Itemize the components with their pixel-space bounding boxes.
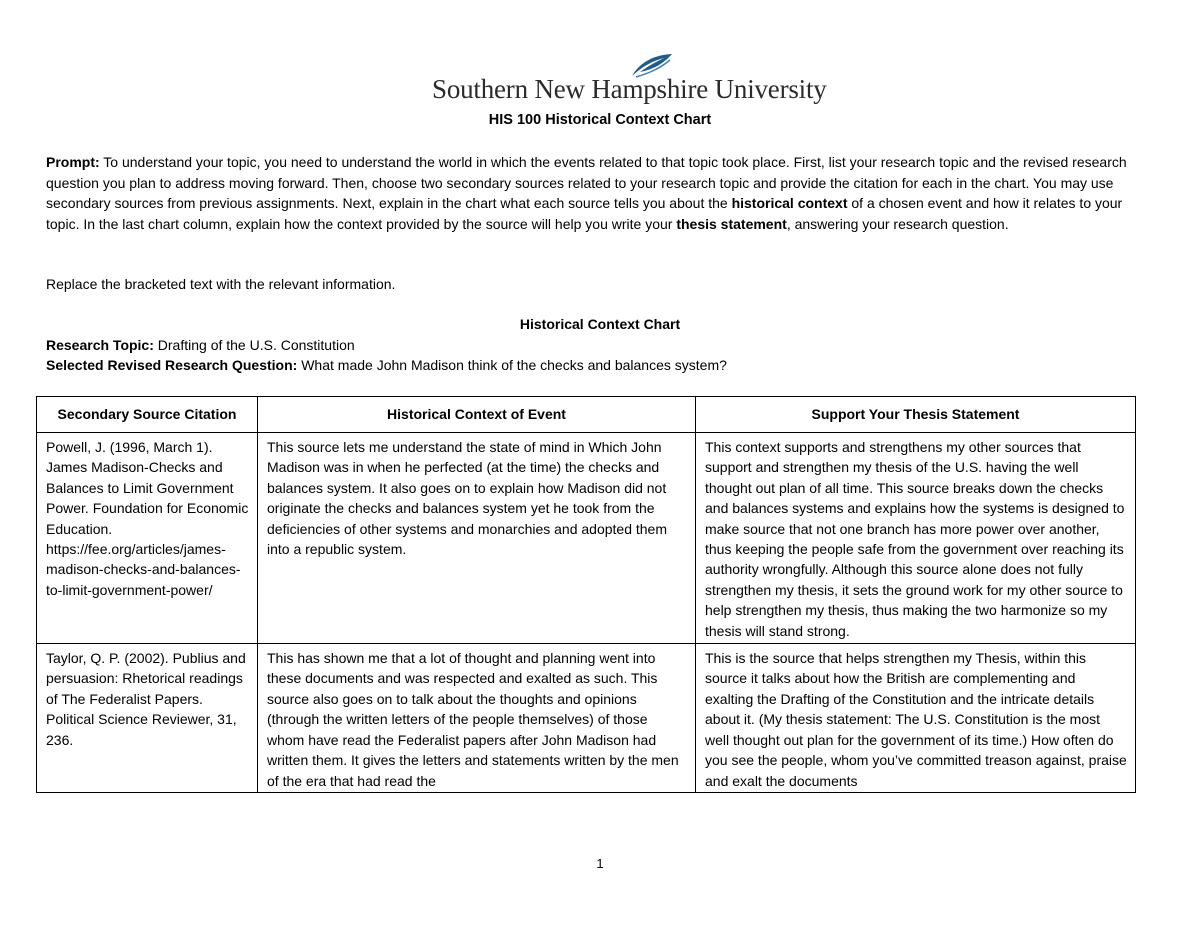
citation-text: Taylor, Q. P. (2002). Publius and persuasion: Rhetorical readings of The Federalist Papers. Political Science Reviewer, 31, 236. (46, 650, 246, 748)
page-number: 1 (596, 856, 604, 871)
university-logo (430, 52, 827, 108)
column-header-support: Support Your Thesis Statement (696, 397, 1136, 433)
table-row (37, 433, 1136, 644)
citation-cell (37, 644, 258, 793)
research-topic-label: Research Topic: (46, 337, 154, 353)
research-question-label: Selected Revised Research Question: (46, 357, 298, 373)
context-text: This has shown me that a lot of thought and planning went into these documents and was respected and exalted as such. This source also goes on to talk about the thoughts and opinions (through the written letters of the people themselves) of those whom have read the Federalist papers after John Madison had written them. It gives the letters and statements written by the men of the era that had read the (267, 650, 679, 789)
support-text: This is the source that helps strengthen my Thesis, within this source it talks about how the British are complementing and exalting the Drafting of the Constitution and the intricate details about it. (My thesis statement: The U.S. Constitution is the most well thought out plan for the government of its time.) How often do you see the people, whom you’ve committed treason against, praise and exalt the documents (705, 650, 1127, 789)
support-cell (696, 433, 1136, 644)
context-cell (258, 644, 696, 793)
prompt-text-1: To understand your topic, you need to understand the world in which the events related to that topic took place. First, list your research topic and the revised research question you plan to address moving forward. Then, choose two secondary sources related to your research topic and provide the citation for each in the chart. You may use secondary sources from previous assignments. Next, explain in the chart what each source tells you about the (46, 154, 1127, 212)
prompt-text-3: , answering your research question. (786, 215, 1009, 232)
research-question-value: What made John Madison think of the checks and balances system? (297, 357, 727, 373)
research-question-line (46, 357, 727, 373)
instruction-text: Replace the bracketed text with the relevant information. (46, 276, 396, 292)
prompt-text-2: of a chosen event and how it relates to your topic. In the last chart column, explain how the context provided by the source will help you write your (46, 195, 1123, 232)
research-topic-value: Drafting of the U.S. Constitution (153, 337, 355, 353)
support-text: This context supports and strengthens my other sources that support and strengthen my thesis of the U.S. having the well thought out plan of all time. This source breaks down the checks and balances systems and explains how the systems is designed to make source that not one branch has more power over another, thus keeping the people safe from the government over reaching its authority wrongfully. Although this source alone does not fully strengthen my thesis, it sets the ground work for my other source to help strengthen my thesis, thus making the two harmonize so my thesis will stand strong. (705, 439, 1125, 639)
column-header-context: Historical Context of Event (258, 397, 696, 433)
prompt-bold-thesis-statement: thesis statement (676, 215, 787, 232)
prompt-bold-historical-context: historical context (731, 195, 848, 212)
document-title: HIS 100 Historical Context Chart (488, 112, 712, 128)
chart-heading: Historical Context Chart (519, 316, 681, 332)
citation-cell (37, 433, 258, 644)
context-text: This source lets me understand the state of mind in Which John Madison was in when he perfected (at the time) the checks and balances system. It also goes on to explain how Madison did not originate the checks and balances system yet he took from the deficiencies of other systems and monarchies and adopted them into a republic system. (267, 439, 668, 558)
column-header-citation: Secondary Source Citation (37, 397, 258, 433)
prompt-paragraph (46, 152, 1156, 234)
historical-context-table (36, 396, 1136, 793)
table-row (37, 644, 1136, 793)
table-header-row (37, 397, 1136, 433)
context-cell (258, 433, 696, 644)
support-cell (696, 644, 1136, 793)
prompt-label: Prompt: (46, 154, 100, 170)
logo-wordmark: Southern New Hampshire University (432, 74, 827, 104)
citation-text: Powell, J. (1996, March 1). James Madison-Checks and Balances to Limit Government Power. Foundation for Economic Education. https://fee.org/articles/james-madison-checks-and-balances-to-limit-government-power/ (46, 439, 249, 598)
research-topic-line (46, 337, 355, 353)
